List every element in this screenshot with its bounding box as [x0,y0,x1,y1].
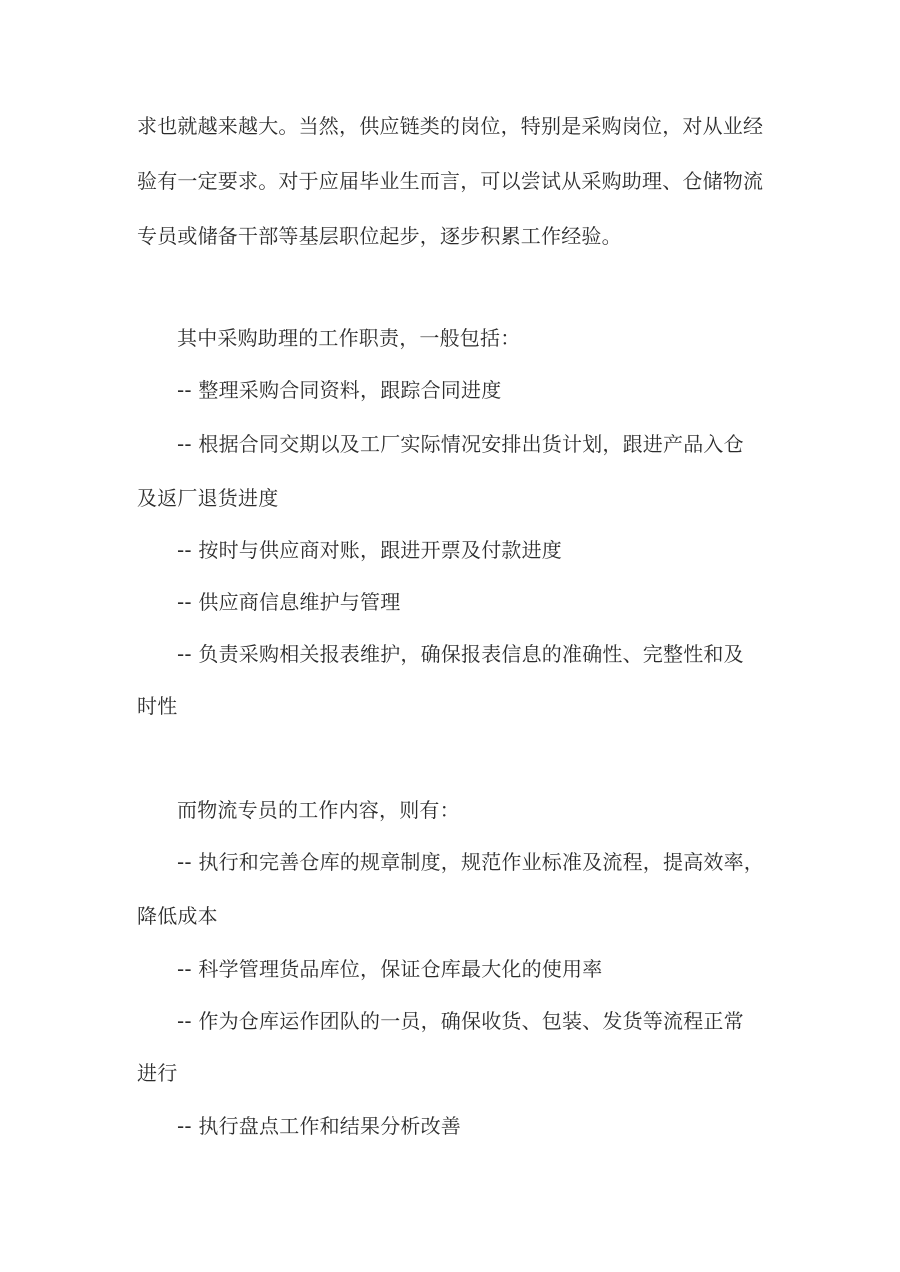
logistics-item-3: -- 作为仓库运作团队的一员，确保收货、包装、发货等流程正常 [177,1009,744,1033]
purchasing-heading: 其中采购助理的工作职责，一般包括： [177,326,521,350]
logistics-item-1-cont: 降低成本 [137,904,218,928]
logistics-item-3-cont: 进行 [137,1061,178,1085]
purchasing-item-5: -- 负责采购相关报表维护，确保报表信息的准确性、完整性和及 [177,642,744,666]
logistics-item-1: -- 执行和完善仓库的规章制度，规范作业标准及流程，提高效率， [177,850,764,874]
logistics-item-4: -- 执行盘点工作和结果分析改善 [177,1114,461,1138]
logistics-heading: 而物流专员的工作内容，则有： [177,798,460,822]
intro-line-3: 专员或储备干部等基层职位起步，逐步积累工作经验。 [137,224,622,248]
intro-line-2: 验有一定要求。对于应届毕业生而言，可以尝试从采购助理、仓储物流 [137,169,764,193]
purchasing-item-5-cont: 时性 [137,694,178,718]
purchasing-item-1: -- 整理采购合同资料，跟踪合同进度 [177,378,502,402]
purchasing-item-2-cont: 及返厂退货进度 [137,486,279,510]
purchasing-item-3: -- 按时与供应商对账，跟进开票及付款进度 [177,538,562,562]
intro-line-1: 求也就越来越大。当然，供应链类的岗位，特别是采购岗位，对从业经 [137,114,764,138]
purchasing-item-2: -- 根据合同交期以及工厂实际情况安排出货计划，跟进产品入仓 [177,432,744,456]
purchasing-item-4: -- 供应商信息维护与管理 [177,590,401,614]
logistics-item-2: -- 科学管理货品库位，保证仓库最大化的使用率 [177,957,603,981]
